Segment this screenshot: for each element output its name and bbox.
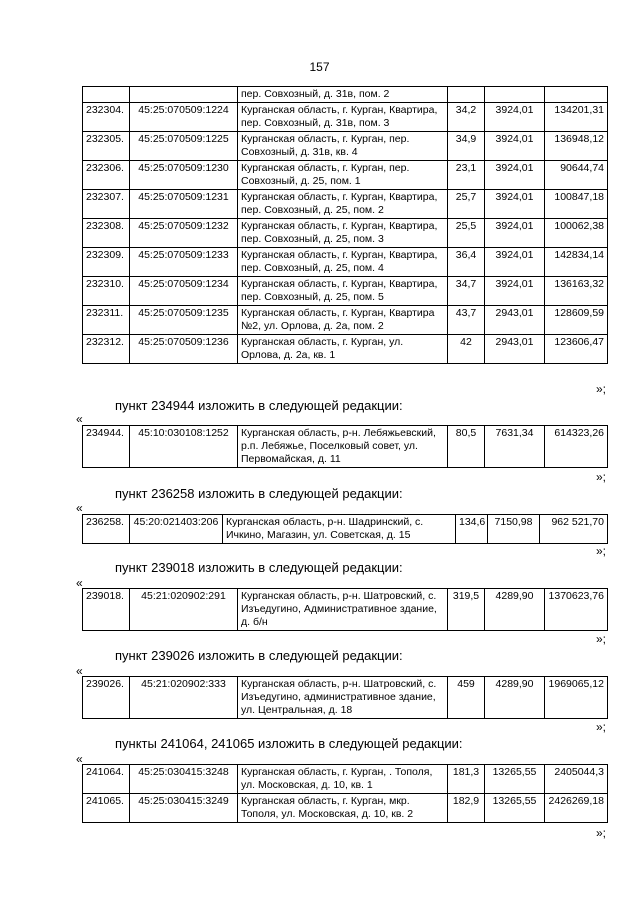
cadastral-number-cell: 45:25:070509:1225	[130, 132, 238, 161]
cadastral-number-cell: 45:21:020902:333	[130, 677, 238, 719]
unit-price-cell: 13265,55	[485, 794, 545, 823]
table-row	[83, 515, 608, 544]
address-cell: Курганская область, г. Курган, Квартира, пер. Совхозный, д. 25, пом. 2	[238, 190, 448, 219]
cadastral-number-cell: 45:25:030415:3249	[130, 794, 238, 823]
row-number-cell: 239018.	[83, 589, 130, 631]
area-cell: 34,2	[448, 103, 485, 132]
table-row	[83, 335, 608, 364]
table-row	[83, 87, 608, 103]
cadastral-value-cell: 614323,26	[545, 426, 608, 468]
address-cell: пер. Совхозный, д. 31в, пом. 2	[238, 87, 448, 103]
table-row	[83, 765, 608, 794]
address-cell: Курганская область, р-н. Шатровский, с. Изъедугино, Административное здание, д. б/н	[238, 589, 448, 631]
table-row	[83, 190, 608, 219]
cadastral-number-cell: 45:21:020902:291	[130, 589, 238, 631]
address-cell: Курганская область, р-н. Шатровский, с. Изъедугино, административное здание, ул. Центральная, д. 18	[238, 677, 448, 719]
section-instruction: пункты 241064, 241065 изложить в следующей редакции:	[115, 736, 463, 751]
open-quote: «	[76, 501, 83, 515]
cadastral-value-cell: 90644,74	[545, 161, 608, 190]
area-cell	[448, 87, 485, 103]
cadastral-value-cell: 123606,47	[545, 335, 608, 364]
unit-price-cell: 3924,01	[485, 277, 545, 306]
table-row	[83, 161, 608, 190]
table-row	[83, 248, 608, 277]
register-table-234944	[82, 425, 608, 468]
open-quote: «	[76, 576, 83, 590]
unit-price-cell: 3924,01	[485, 161, 545, 190]
address-cell: Курганская область, р-н. Лебяжьевский, р.п. Лебяжье, Поселковый совет, ул. Первомайская, д. 11	[238, 426, 448, 468]
area-cell: 34,7	[448, 277, 485, 306]
register-table-main	[82, 86, 608, 364]
section-instruction: пункт 239026 изложить в следующей редакции:	[115, 648, 403, 663]
open-quote: «	[76, 752, 83, 766]
area-cell: 23,1	[448, 161, 485, 190]
area-cell: 36,4	[448, 248, 485, 277]
address-cell: Курганская область, г. Курган, ул. Орлова, д. 2а, кв. 1	[238, 335, 448, 364]
cadastral-value-cell: 1370623,76	[545, 589, 608, 631]
unit-price-cell: 3924,01	[485, 248, 545, 277]
close-mark: »;	[595, 470, 606, 484]
unit-price-cell: 3924,01	[485, 103, 545, 132]
area-cell: 134,6	[456, 515, 488, 544]
address-cell: Курганская область, г. Курган, . Тополя, ул. Московская, д. 10, кв. 1	[238, 765, 448, 794]
unit-price-cell: 4289,90	[485, 677, 545, 719]
cadastral-number-cell: 45:10:030108:1252	[130, 426, 238, 468]
close-mark: »;	[595, 826, 606, 840]
row-number-cell: 232304.	[83, 103, 130, 132]
cadastral-number-cell: 45:25:070509:1232	[130, 219, 238, 248]
address-cell: Курганская область, г. Курган, Квартира №2, ул. Орлова, д. 2а, пом. 2	[238, 306, 448, 335]
cadastral-value-cell: 136948,12	[545, 132, 608, 161]
unit-price-cell: 3924,01	[485, 219, 545, 248]
area-cell: 80,5	[448, 426, 485, 468]
table-row	[83, 132, 608, 161]
cadastral-number-cell: 45:20:021403:206	[130, 515, 223, 544]
table-row	[83, 589, 608, 631]
address-cell: Курганская область, г. Курган, мкр. Тополя, ул. Московская, д. 10, кв. 2	[238, 794, 448, 823]
unit-price-cell: 2943,01	[485, 335, 545, 364]
row-number-cell: 239026.	[83, 677, 130, 719]
address-cell: Курганская область, г. Курган, пер. Совхозный, д. 25, пом. 1	[238, 161, 448, 190]
close-mark: »;	[595, 382, 606, 396]
register-table-239018	[82, 588, 608, 631]
cadastral-number-cell: 45:25:070509:1236	[130, 335, 238, 364]
address-cell: Курганская область, г. Курган, Квартира, пер. Совхозный, д. 25, пом. 3	[238, 219, 448, 248]
section-instruction: пункт 239018 изложить в следующей редакции:	[115, 560, 403, 575]
cadastral-value-cell: 128609,59	[545, 306, 608, 335]
cadastral-value-cell: 134201,31	[545, 103, 608, 132]
row-number-cell: 236258.	[83, 515, 130, 544]
table-row	[83, 219, 608, 248]
area-cell: 34,9	[448, 132, 485, 161]
address-cell: Курганская область, г. Курган, Квартира, пер. Совхозный, д. 25, пом. 5	[238, 277, 448, 306]
address-cell: Курганская область, г. Курган, Квартира, пер. Совхозный, д. 25, пом. 4	[238, 248, 448, 277]
table-row	[83, 277, 608, 306]
close-mark: »;	[595, 632, 606, 646]
area-cell: 43,7	[448, 306, 485, 335]
address-cell: Курганская область, р-н. Шадринский, с. Ичкино, Магазин, ул. Советская, д. 15	[223, 515, 456, 544]
area-cell: 181,3	[448, 765, 485, 794]
row-number-cell: 234944.	[83, 426, 130, 468]
cadastral-number-cell: 45:25:070509:1230	[130, 161, 238, 190]
row-number-cell: 232309.	[83, 248, 130, 277]
area-cell: 319,5	[448, 589, 485, 631]
section-instruction: пункт 236258 изложить в следующей редакции:	[115, 486, 403, 501]
open-quote: «	[76, 664, 83, 678]
row-number-cell: 232308.	[83, 219, 130, 248]
unit-price-cell: 7150,98	[488, 515, 540, 544]
table-row	[83, 103, 608, 132]
table-row	[83, 306, 608, 335]
open-quote: «	[76, 412, 83, 426]
register-table-236258	[82, 514, 608, 544]
register-table-241064-241065	[82, 764, 608, 823]
cadastral-number-cell	[130, 87, 238, 103]
area-cell: 182,9	[448, 794, 485, 823]
cadastral-value-cell: 100062,38	[545, 219, 608, 248]
cadastral-number-cell: 45:25:070509:1233	[130, 248, 238, 277]
unit-price-cell: 7631,34	[485, 426, 545, 468]
row-number-cell: 232310.	[83, 277, 130, 306]
cadastral-number-cell: 45:25:070509:1231	[130, 190, 238, 219]
cadastral-number-cell: 45:25:030415:3248	[130, 765, 238, 794]
close-mark: »;	[595, 544, 606, 558]
row-number-cell: 241065.	[83, 794, 130, 823]
unit-price-cell: 3924,01	[485, 190, 545, 219]
cadastral-value-cell: 142834,14	[545, 248, 608, 277]
page-number: 157	[309, 60, 330, 74]
cadastral-value-cell: 2405044,3	[545, 765, 608, 794]
table-row	[83, 677, 608, 719]
cadastral-number-cell: 45:25:070509:1224	[130, 103, 238, 132]
unit-price-cell: 13265,55	[485, 765, 545, 794]
cadastral-value-cell: 1969065,12	[545, 677, 608, 719]
close-mark: »;	[595, 720, 606, 734]
row-number-cell: 232311.	[83, 306, 130, 335]
unit-price-cell	[485, 87, 545, 103]
cadastral-value-cell: 136163,32	[545, 277, 608, 306]
area-cell: 25,7	[448, 190, 485, 219]
row-number-cell	[83, 87, 130, 103]
area-cell: 42	[448, 335, 485, 364]
cadastral-number-cell: 45:25:070509:1235	[130, 306, 238, 335]
unit-price-cell: 3924,01	[485, 132, 545, 161]
address-cell: Курганская область, г. Курган, пер. Совхозный, д. 31в, кв. 4	[238, 132, 448, 161]
unit-price-cell: 2943,01	[485, 306, 545, 335]
area-cell: 25,5	[448, 219, 485, 248]
area-cell: 459	[448, 677, 485, 719]
table-row	[83, 794, 608, 823]
row-number-cell: 241064.	[83, 765, 130, 794]
unit-price-cell: 4289,90	[485, 589, 545, 631]
cadastral-value-cell: 100847,18	[545, 190, 608, 219]
row-number-cell: 232312.	[83, 335, 130, 364]
register-table-239026	[82, 676, 608, 719]
row-number-cell: 232305.	[83, 132, 130, 161]
address-cell: Курганская область, г. Курган, Квартира, пер. Совхозный, д. 31в, пом. 3	[238, 103, 448, 132]
row-number-cell: 232306.	[83, 161, 130, 190]
table-row	[83, 426, 608, 468]
cadastral-value-cell: 2426269,18	[545, 794, 608, 823]
cadastral-value-cell: 962 521,70	[540, 515, 608, 544]
cadastral-number-cell: 45:25:070509:1234	[130, 277, 238, 306]
row-number-cell: 232307.	[83, 190, 130, 219]
cadastral-value-cell	[545, 87, 608, 103]
section-instruction: пункт 234944 изложить в следующей редакции:	[115, 398, 403, 413]
